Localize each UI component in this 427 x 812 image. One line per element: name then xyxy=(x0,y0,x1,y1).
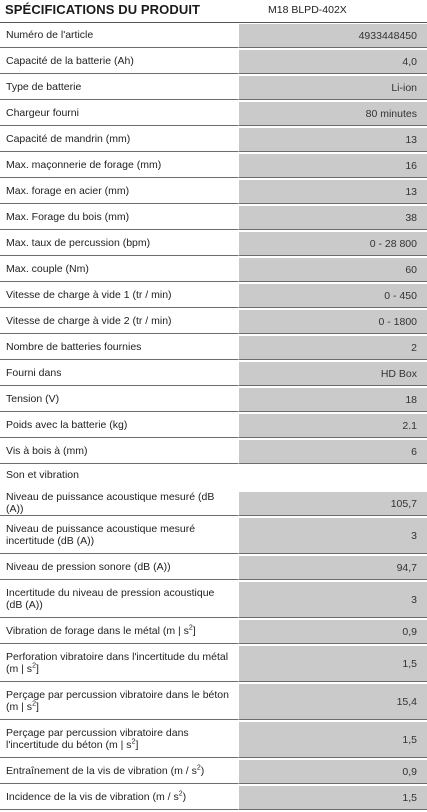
spec-value: 38 xyxy=(239,206,427,230)
spec-value: 60 xyxy=(239,258,427,282)
spec-value: 3 xyxy=(239,582,427,618)
spec-value: 80 minutes xyxy=(239,102,427,126)
spec-value: 15,4 xyxy=(239,684,427,720)
spec-label: Chargeur fourni xyxy=(0,102,239,126)
spec-row xyxy=(0,556,427,582)
spec-value: 0,9 xyxy=(239,620,427,644)
spec-label-close: ] xyxy=(35,700,39,713)
spec-label: Niveau de puissance acoustique mesuré (dB (A)) xyxy=(0,492,239,516)
spec-label: Max. couple (Nm) xyxy=(0,258,239,282)
spec-row xyxy=(0,786,427,812)
spec-label: Type de batterie xyxy=(0,76,239,100)
spec-value: 105,7 xyxy=(239,492,427,516)
spec-label-text: Perforation vibratoire dans l'incertitude du métal (m | s xyxy=(6,651,229,675)
spec-label-text: Perçage par percussion vibratoire dans l'incertitude du béton (m | s xyxy=(6,727,189,751)
spec-value: 2 xyxy=(239,336,427,360)
spec-row xyxy=(0,582,427,620)
spec-label: Capacité de la batterie (Ah) xyxy=(0,50,239,74)
spec-label: Tension (V) xyxy=(0,388,239,412)
spec-label-exponent: 2 xyxy=(32,662,36,669)
spec-label: Vis à bois à (mm) xyxy=(0,440,239,464)
spec-row xyxy=(0,206,427,232)
spec-label: Numéro de l'article xyxy=(0,24,239,48)
spec-value: 18 xyxy=(239,388,427,412)
section-spacer xyxy=(239,466,427,490)
spec-label xyxy=(0,722,239,758)
spec-value: 4,0 xyxy=(239,50,427,74)
spec-row xyxy=(0,284,427,310)
spec-row xyxy=(0,388,427,414)
spec-value: 0 - 1800 xyxy=(239,310,427,334)
spec-value: 16 xyxy=(239,154,427,178)
spec-label: Max. forage en acier (mm) xyxy=(0,180,239,204)
spec-value: 13 xyxy=(239,180,427,204)
spec-label: Capacité de mandrin (mm) xyxy=(0,128,239,152)
spec-label-close: ) xyxy=(200,764,205,777)
spec-label xyxy=(0,760,239,784)
spec-row xyxy=(0,440,427,466)
spec-row xyxy=(0,128,427,154)
spec-value: HD Box xyxy=(239,362,427,386)
spec-label: Poids avec la batterie (kg) xyxy=(0,414,239,438)
spec-row xyxy=(0,518,427,556)
spec-value: 0,9 xyxy=(239,760,427,784)
spec-value: 1,5 xyxy=(239,646,427,682)
spec-label-text: Vibration de forage dans le métal (m | s xyxy=(6,624,189,637)
spec-row xyxy=(0,310,427,336)
spec-label-close: ] xyxy=(35,662,39,675)
section-row xyxy=(0,466,427,492)
section-title: Son et vibration xyxy=(0,466,239,490)
spec-label-text: Entraînement de la vis de vibration (m / s xyxy=(6,764,197,777)
spec-row xyxy=(0,76,427,102)
spec-label-text: Incidence de la vis de vibration (m / s xyxy=(6,790,179,803)
spec-label: Niveau de puissance acoustique mesuré incertitude (dB (A)) xyxy=(0,518,239,554)
spec-label: Niveau de pression sonore (dB (A)) xyxy=(0,556,239,580)
spec-row xyxy=(0,414,427,440)
spec-row xyxy=(0,760,427,786)
spec-label: Max. Forage du bois (mm) xyxy=(0,206,239,230)
spec-row xyxy=(0,684,427,722)
spec-label-exponent: 2 xyxy=(131,738,136,745)
model-number: M18 BLPD-402X xyxy=(268,4,347,16)
spec-label: Max. maçonnerie de forage (mm) xyxy=(0,154,239,178)
spec-label: Vitesse de charge à vide 1 (tr / min) xyxy=(0,284,239,308)
spec-value: 2.1 xyxy=(239,414,427,438)
spec-label-exponent: 2 xyxy=(32,700,36,707)
spec-row xyxy=(0,102,427,128)
spec-value: 94,7 xyxy=(239,556,427,580)
spec-label-exponent: 2 xyxy=(188,624,193,632)
spec-row xyxy=(0,258,427,284)
spec-value: 1,5 xyxy=(239,722,427,758)
spec-value: 0 - 28 800 xyxy=(239,232,427,256)
spec-row xyxy=(0,180,427,206)
spec-row xyxy=(0,722,427,760)
spec-label xyxy=(0,646,239,682)
spec-label-close: ] xyxy=(135,738,139,751)
spec-value: 13 xyxy=(239,128,427,152)
spec-row xyxy=(0,24,427,50)
spec-label-close: ] xyxy=(192,624,196,637)
spec-row xyxy=(0,492,427,518)
spec-row xyxy=(0,232,427,258)
spec-label: Fourni dans xyxy=(0,362,239,386)
spec-value: 6 xyxy=(239,440,427,464)
spec-label xyxy=(0,684,239,720)
spec-row xyxy=(0,646,427,684)
spec-label-text: Perçage par percussion vibratoire dans le béton (m | s xyxy=(6,689,229,713)
page-title: SPÉCIFICATIONS DU PRODUIT xyxy=(5,2,201,17)
spec-value: 4933448450 xyxy=(239,24,427,48)
spec-row xyxy=(0,362,427,388)
spec-table xyxy=(0,24,427,812)
spec-label-exponent: 2 xyxy=(196,764,201,772)
spec-label: Vitesse de charge à vide 2 (tr / min) xyxy=(0,310,239,334)
spec-label xyxy=(0,620,239,644)
spec-value: 1,5 xyxy=(239,786,427,810)
spec-label: Max. taux de percussion (bpm) xyxy=(0,232,239,256)
spec-value: Li-ion xyxy=(239,76,427,100)
spec-label-exponent: 2 xyxy=(178,790,183,798)
spec-value: 0 - 450 xyxy=(239,284,427,308)
spec-row xyxy=(0,154,427,180)
spec-row xyxy=(0,620,427,646)
spec-label: Nombre de batteries fournies xyxy=(0,336,239,360)
spec-header xyxy=(0,0,427,23)
spec-label xyxy=(0,786,239,810)
spec-value: 3 xyxy=(239,518,427,554)
spec-label: Incertitude du niveau de pression acoustique (dB (A)) xyxy=(0,582,239,618)
spec-row xyxy=(0,50,427,76)
spec-label-close: ) xyxy=(182,790,187,803)
spec-row xyxy=(0,336,427,362)
